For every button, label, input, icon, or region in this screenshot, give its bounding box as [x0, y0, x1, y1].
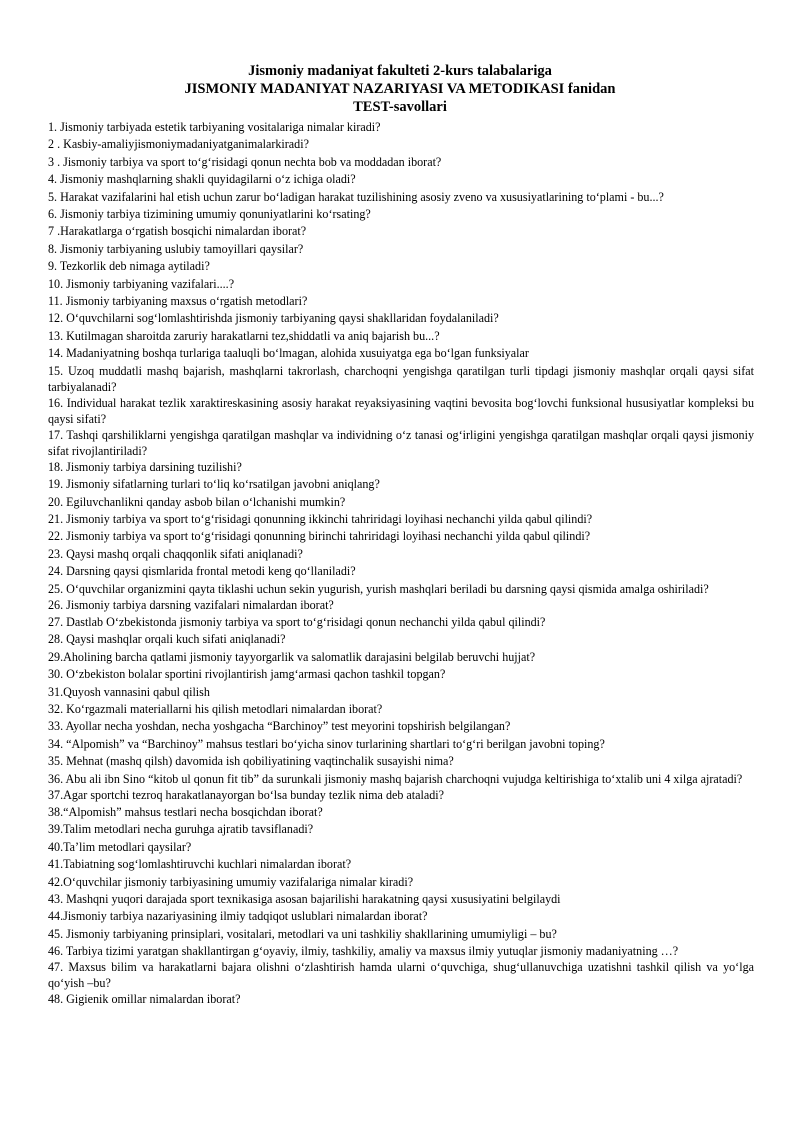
question-item: 45. Jismoniy tarbiyaning prinsiplari, vositalari, metodlari va uni tashkiliy shakllarining umumiyligi – bu?	[48, 926, 557, 941]
question-item: 6. Jismoniy tarbiya tizimining umumiy qonuniyatlarini ko‘rsating?	[48, 207, 371, 222]
question-item: 39.Talim metodlari necha guruhga ajratib tavsiflanadi?	[48, 822, 314, 837]
question-item: 28. Qaysi mashqlar orqali kuch sifati aniqlanadi?	[48, 632, 286, 647]
question-item: 11. Jismoniy tarbiyaning maxsus o‘rgatish metodlari?	[48, 294, 308, 309]
question-item: 20. Egiluvchanlikni qanday asbob bilan o‘lchanishi mumkin?	[48, 494, 346, 509]
question-item: 8. Jismoniy tarbiyaning uslubiy tamoyillari qaysilar?	[48, 241, 304, 256]
question-item: 43. Mashqni yuqori darajada sport texnikasiga asosan bajarilishi harakatning qaysi xususiyatini belgilaydi	[48, 892, 561, 907]
question-item: 41.Tabiatning sog‘lomlashtiruvchi kuchlari nimalardan iborat?	[48, 857, 352, 872]
question-item: 38.“Alpomish” mahsus testlari necha bosqichdan iborat?	[48, 805, 323, 819]
document-header	[0, 62, 800, 116]
question-item: 13. Kutilmagan sharoitda zaruriy harakatlarni tez,shiddatli va aniq bajarish bu...?	[48, 328, 440, 343]
question-item: 24. Darsning qaysi qismlarida frontal metodi keng qo‘llaniladi?	[48, 564, 356, 579]
question-item: 40.Ta’lim metodlari qaysilar?	[48, 839, 192, 854]
question-item: 10. Jismoniy tarbiyaning vazifalari....?	[48, 276, 235, 291]
question-item: 15. Uzoq muddatli mashq bajarish, mashqlarni takrorlash, charchoqni yengishga qaratilgan turli tipdagi jismoniy mashqlar orqali qaysi sifat tarbiyalanadi?	[48, 363, 754, 394]
question-item: 19. Jismoniy sifatlarning turlari to‘liq ko‘rsatilgan javobni aniqlang?	[48, 477, 380, 492]
question-item: 2 . Kasbiy-amaliyjismoniymadaniyatganimalarkiradi?	[48, 137, 309, 152]
question-item: 26. Jismoniy tarbiya darsning vazifalari nimalardan iborat?	[48, 597, 334, 612]
question-item: 34. “Alpomish” va “Barchinoy” mahsus testlari bo‘yicha sinov turlarining shartlari to‘g‘ri berilgan javobni toping?	[48, 736, 605, 751]
question-item: 21. Jismoniy tarbiya va sport to‘g‘risidagi qonunning ikkinchi tahriridagi loyihasi nechanchi yilda qabul qilindi?	[48, 511, 593, 526]
question-item: 33. Ayollar necha yoshdan, necha yoshgacha “Barchinoy” test meyorini topshirish belgilangan?	[48, 719, 511, 734]
question-item: 9. Tezkorlik deb nimaga aytiladi?	[48, 259, 210, 274]
question-item: 31.Quyosh vannasini qabul qilish	[48, 684, 210, 699]
question-item: 14. Madaniyatning boshqa turlariga taaluqli bo‘lmagan, alohida xusuiyatga ega bo‘lgan funksiyalar	[48, 346, 529, 361]
question-item: 12. O‘quvchilarni sog‘lomlashtirishda jismoniy tarbiyaning qaysi shakllaridan foydalaniladi?	[48, 311, 499, 326]
question-item: 46. Tarbiya tizimi yaratgan shakllantirgan g‘oyaviy, ilmiy, tashkiliy, amaliy va maxsus ilmiy yutuqlar jismoniy madaniyatning …?	[48, 944, 679, 959]
question-item: 4. Jismoniy mashqlarning shakli quyidagilarni o‘z ichiga oladi?	[48, 172, 356, 187]
question-item: 5. Harakat vazifalarini hal etish uchun zarur bo‘ladigan harakat tuzilishining asosiy zveno va xususiyatlarining to‘plami - bu...?	[48, 189, 664, 204]
header-subject: JISMONIY MADANIYAT NAZARIYASI VA METODIKASI fanidan	[184, 81, 616, 97]
question-item: 3 . Jismoniy tarbiya va sport to‘g‘risidagi qonun nechta bob va moddadan iborat?	[48, 154, 442, 169]
question-item: 27. Dastlab O‘zbekistonda jismoniy tarbiya va sport to‘g‘risidagi qonun nechanchi yilda qabul qilindi?	[48, 614, 546, 629]
question-item: 48. Gigienik omillar nimalardan iborat?	[48, 992, 241, 1007]
question-item: 35. Mehnat (mashq qilsh) davomida ish qobiliyatining vaqtinchalik susayishi nima?	[48, 754, 454, 769]
question-item: 1. Jismoniy tarbiyada estetik tarbiyaning vositalariga nimalar kiradi?	[48, 120, 381, 134]
question-item: 44.Jismoniy tarbiya nazariyasining ilmiy tadqiqot uslublari nimalardan iborat?	[48, 909, 428, 924]
header-test-title: TEST-savollari	[353, 99, 447, 115]
question-item: 22. Jismoniy tarbiya va sport to‘g‘risidagi qonunning birinchi tahriridagi loyihasi nechanchi yilda qabul qilindi?	[48, 529, 591, 544]
question-item: 37.Agar sportchi tezroq harakatlanayorgan bo‘lsa bunday tezlik nima deb ataladi?	[48, 787, 445, 802]
question-item: 29.Aholining barcha qatlami jismoniy tayyorgarlik va salomatlik darajasini belgilab beruvchi hujjat?	[48, 649, 536, 664]
question-item: 47. Maxsus bilim va harakatlarni bajara olishni o‘zlashtirish hamda ularni o‘quvchiga, shug‘ullanuvchiga uzatishni tashkil qilish va yo‘lga qo‘yish –bu?	[48, 960, 754, 991]
question-item: 23. Qaysi mashq orqali chaqqonlik sifati aniqlanadi?	[48, 546, 303, 561]
question-item: 7 .Harakatlarga o‘rgatish bosqichi nimalardan iborat?	[48, 224, 307, 239]
question-item: 32. Ko‘rgazmali materiallarni his qilish metodlari nimalardan iborat?	[48, 701, 383, 716]
header-audience: Jismoniy madaniyat fakulteti 2-kurs talabalariga	[248, 63, 552, 79]
question-item: 36. Abu ali ibn Sino “kitob ul qonun fit tib” da surunkali jismoniy mashq bajarish charchoqni vujudga keltirishiga to‘xtalib uni 4 xilga ajratadi?	[48, 771, 743, 786]
question-item: 25. O‘quvchilar organizmini qayta tiklashi uchun sekin yugurish, yurish mashqlari beriladi bu darsning qaysi qismida amalga oshiriladi?	[48, 581, 709, 596]
question-list	[48, 119, 754, 1009]
question-item: 17. Tashqi qarshiliklarni yengishga qaratilgan mashqlar va individning o‘z tanasi og‘irligini yengishga qaratilgan mashqlar orqali qaysi jismoniy sifat rivojlantiriladi?	[48, 427, 754, 458]
question-item: 30. O‘zbekiston bolalar sportini rivojlantirish jamg‘armasi qachon tashkil topgan?	[48, 667, 446, 682]
question-item: 42.O‘quvchilar jismoniy tarbiyasining umumiy vazifalariga nimalar kiradi?	[48, 874, 414, 889]
question-item: 16. Individual harakat tezlik xaraktireskasining asosiy harakat reyaksiyasining vaqtini bevosita bog‘lovchi funksional hususiyatlar kompleksi bu qaysi sifati?	[48, 395, 754, 426]
question-item: 18. Jismoniy tarbiya darsining tuzilishi?	[48, 459, 242, 474]
